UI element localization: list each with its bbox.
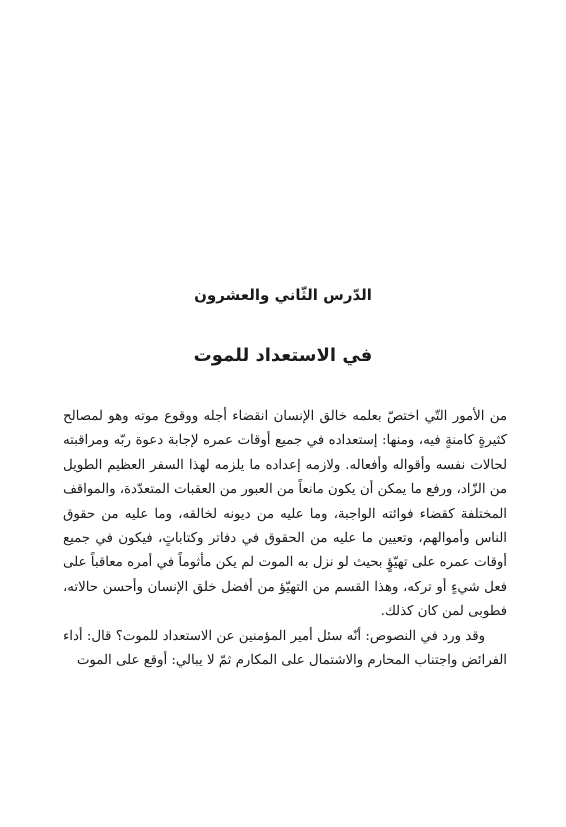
subject-title: في الاستعداد للموت [193,345,373,366]
body-text [63,405,507,673]
lesson-title: الدّرس الثّاني والعشرون [194,286,372,304]
paragraph-2: وقد ورد في النصوص: أنّه سئل أمير المؤمنين عن الاستعداد للموت؟ قال: أداء الفرائض واجتناب المحارم والاشتمال على المكارم ثمّ لا يبالي: أوقع على الموت [63,628,507,669]
paragraph-1: من الأمور التّي اختصّ بعلمه خالق الإنسان انقضاء أجله ووقوع موته وهو لمصالح كثيرةٍ كامنةٍ فيه، ومنها: إستعداده في جميع أوقات عمره لإجابة دعوة ربّه ومراقبته لحالات نفسه وأقواله وأفعاله. ولازمه إعداده ما يلزمه لهذا السفر العظيم الطويل من الزّاد، ورفع ما يمكن أن يكون مانعاً من العبور من العقبات المتعدّدة، والمواقف المختلفة كقضاء فوائته الواجبة، وما عليه من ديونه لخالقه، وما عليه من حقوق الناس وأموالهم، وتعيين ما عليه من الحقوق في دفاتر وكتاباتٍ، فيكون في جميع أوقات عمره على تهيّؤٍ بحيث لو نزل به الموت لم يكن مأثوماً في أمره معاقباً على فعل شيءٍ أو تركه، وهذا القسم من التهيّؤ من أفضل خلق الإنسان وأحسن حالاته، فطوبى لمن كان كذلك. [63,409,507,620]
